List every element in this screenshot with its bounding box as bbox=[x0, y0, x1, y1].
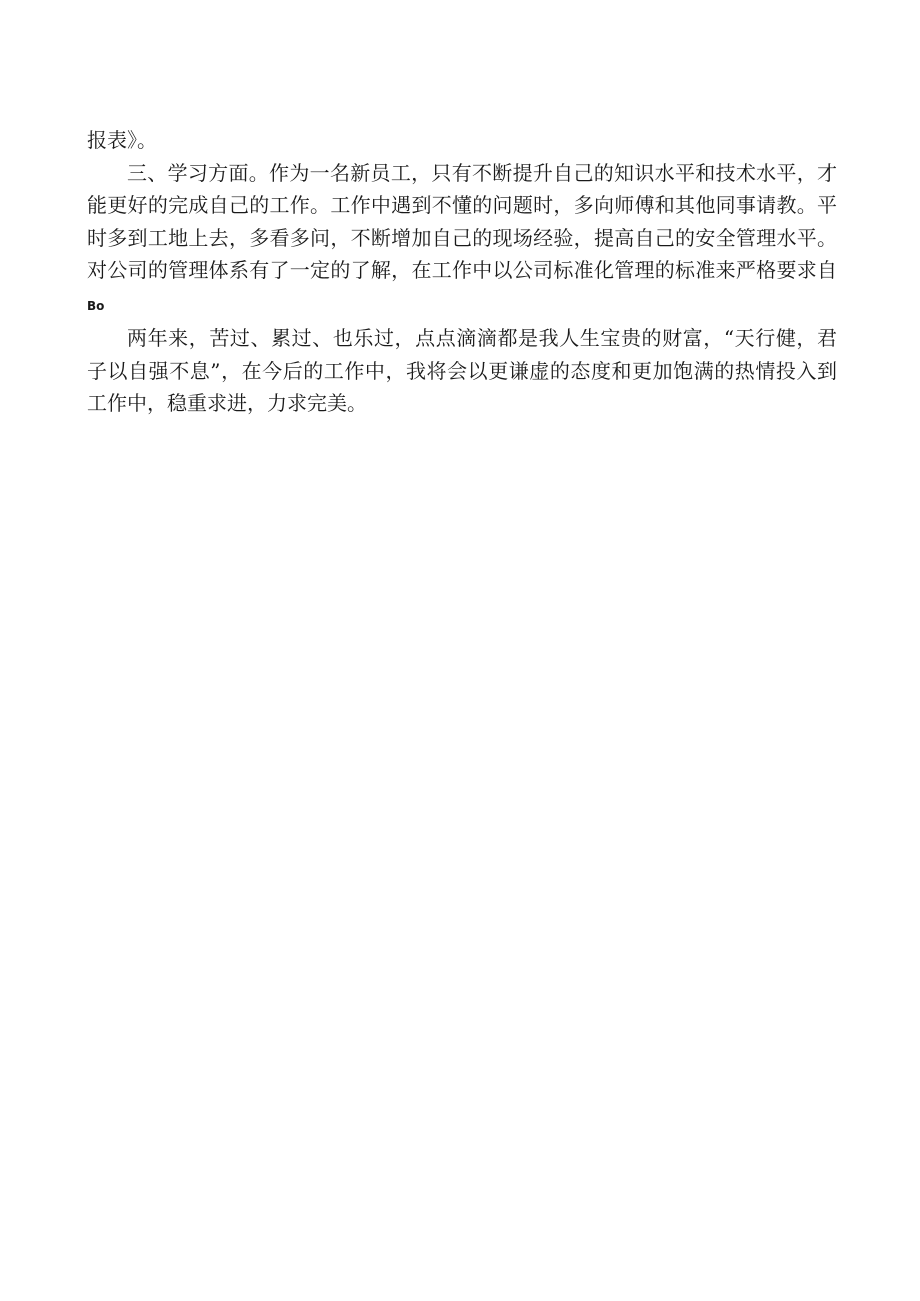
paragraph-conclusion bbox=[87, 322, 837, 420]
paragraph-tail-glyph: Bo bbox=[87, 298, 105, 313]
paragraph-text: 报表》。 bbox=[87, 128, 157, 152]
paragraph-text: 两年来，苦过、累过、也乐过，点点滴滴都是我人生宝贵的财富，“天行健，君子以自强不息”，在今后的工作中，我将会以更谦虚的态度和更加饱满的热情投入到工作中，稳重求进，力求完美。 bbox=[87, 326, 837, 415]
paragraph-continuation bbox=[87, 124, 837, 157]
paragraph-learning bbox=[87, 157, 837, 323]
body-text bbox=[87, 124, 837, 420]
paragraph-text: 三、学习方面。作为一名新员工，只有不断提升自己的知识水平和技术水平，才能更好的完成自己的工作。工作中遇到不懂的问题时，多向师傅和其他同事请教。平时多到工地上去，多看多问，不断增加自己的现场经验，提高自己的安全管理水平。对公司的管理体系有了一定的了解，在工作中以公司标准化管理的标准来严格要求自 bbox=[87, 160, 837, 282]
